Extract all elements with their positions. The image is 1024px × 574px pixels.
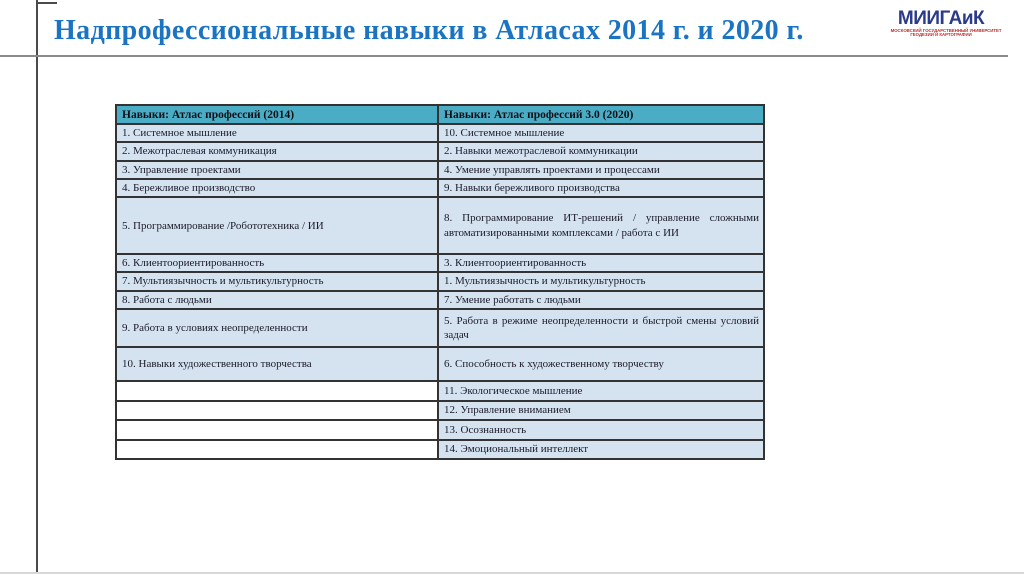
table-row xyxy=(116,179,764,197)
column-header-2014: Навыки: Атлас профессий (2014) xyxy=(116,105,438,124)
skill-cell: 5. Программирование /Робототехника / ИИ xyxy=(116,197,438,254)
table-row xyxy=(116,291,764,309)
skill-cell: 1. Системное мышление xyxy=(116,124,438,142)
top-corner-rule xyxy=(36,2,57,4)
table-row xyxy=(116,309,764,347)
table-row xyxy=(116,272,764,290)
logo-subtext-line2: ГЕОДЕЗИИ И КАРТОГРАФИИ xyxy=(910,33,972,38)
table-header-row xyxy=(116,105,764,124)
skill-cell: 2. Навыки межотраслевой коммуникации xyxy=(438,142,764,160)
table-body xyxy=(116,124,764,459)
table-row xyxy=(116,161,764,179)
miigaik-logo xyxy=(871,9,1011,42)
table-row xyxy=(116,347,764,381)
title-underline-rule xyxy=(0,55,1008,57)
skill-cell: 11. Экологическое мышление xyxy=(438,381,764,401)
skill-cell: 6. Способность к художественному творчеству xyxy=(438,347,764,381)
skill-cell: 8. Программирование ИТ-решений / управление сложными автоматизированными комплексами / работа с ИИ xyxy=(438,197,764,254)
left-vertical-rule xyxy=(36,0,38,574)
skill-cell: 5. Работа в режиме неопределенности и быстрой смены условий задач xyxy=(438,309,764,347)
skill-cell: 9. Навыки бережливого производства xyxy=(438,179,764,197)
empty-cell xyxy=(116,440,438,459)
skill-cell: 12. Управление вниманием xyxy=(438,401,764,420)
skill-cell: 4. Бережливое производство xyxy=(116,179,438,197)
skills-comparison-table xyxy=(115,104,765,460)
skill-cell: 13. Осознанность xyxy=(438,420,764,440)
skill-cell: 2. Межотраслевая коммуникация xyxy=(116,142,438,160)
table-row xyxy=(116,420,764,440)
skill-cell: 4. Умение управлять проектами и процессами xyxy=(438,161,764,179)
skill-cell: 14. Эмоциональный интеллект xyxy=(438,440,764,459)
table-row xyxy=(116,254,764,272)
skill-cell: 8. Работа с людьми xyxy=(116,291,438,309)
table-row xyxy=(116,401,764,420)
logo-subtext xyxy=(890,29,1002,38)
column-header-2020: Навыки: Атлас профессий 3.0 (2020) xyxy=(438,105,764,124)
skill-cell: 7. Мультиязычность и мультикультурность xyxy=(116,272,438,290)
table-row xyxy=(116,440,764,459)
skill-cell: 6. Клиентоориентированность xyxy=(116,254,438,272)
slide-title: Надпрофессиональные навыки в Атласах 2014 г. и 2020 г. xyxy=(54,15,804,46)
empty-cell xyxy=(116,401,438,420)
empty-cell xyxy=(116,381,438,401)
logo-wordmark: МИИГАиК xyxy=(897,8,985,29)
skill-cell: 3. Управление проектами xyxy=(116,161,438,179)
table-row xyxy=(116,142,764,160)
skill-cell: 9. Работа в условиях неопределенности xyxy=(116,309,438,347)
skill-cell: 1. Мультиязычность и мультикультурность xyxy=(438,272,764,290)
logo-subtext-line1: МОСКОВСКИЙ ГОСУДАРСТВЕННЫЙ УНИВЕРСИТЕТ xyxy=(890,29,1002,34)
table-row xyxy=(116,124,764,142)
table-row xyxy=(116,197,764,254)
skill-cell: 10. Навыки художественного творчества xyxy=(116,347,438,381)
skill-cell: 10. Системное мышление xyxy=(438,124,764,142)
skill-cell: 7. Умение работать с людьми xyxy=(438,291,764,309)
skill-cell: 3. Клиентоориентированность xyxy=(438,254,764,272)
table-header-row xyxy=(116,105,764,124)
table-row xyxy=(116,381,764,401)
empty-cell xyxy=(116,420,438,440)
